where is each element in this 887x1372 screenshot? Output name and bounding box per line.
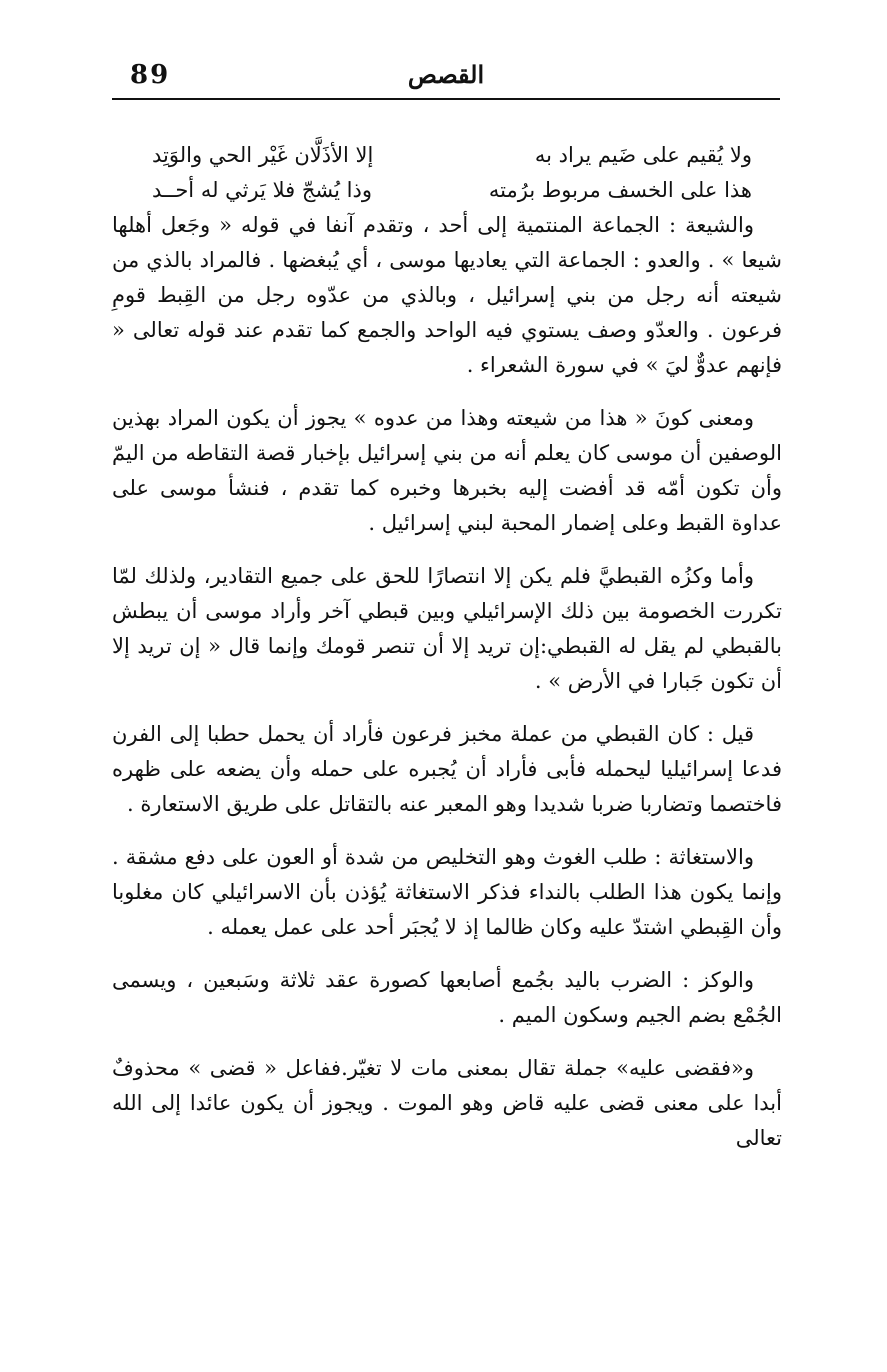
verse-first-hemistich: هذا على الخسف مربوط برُمته <box>488 178 752 202</box>
paragraph-narration: قيل : كان القبطي من عملة مخبز فرعون فأراد أن يحمل حطبا إلى الفرن فدعا إسرائيليا ليحمله فأبى فأراد أن يُجبره على حمله وأن يضعه على ظهره فاختصما وتضاربا ضربا شديدا وهو المعبر عنه بالتقاتل على طريق الاستعارة . <box>112 722 782 816</box>
verse-line <box>112 173 782 208</box>
paragraph-wakz: والوكز : الضرب باليد بجُمع أصابعها كصورة عقد ثلاثة وسَبعين ، ويسمى الجُمْع بضم الجيم وسكون الميم . <box>112 968 782 1027</box>
running-title: القصص <box>407 60 485 89</box>
page-header <box>112 56 780 100</box>
verse-first-hemistich: ولا يُقيم على ضَيم يراد به <box>534 143 752 167</box>
page-body <box>112 138 782 1156</box>
paragraph-shia-definition: والشيعة : الجماعة المنتمية إلى أحد ، وتقدم آنفا في قوله « وجَعل أهلها شيعا » . والعدو : الجماعة التي يعاديها موسى ، أي يُبغضها . فالمراد بالذي من شيعته أنه رجل من بني إسرائيل ، وبالذي من عدّوه رجل من القِبط قومِ فرعون . والعدّو وصف يستوي فيه الواحد والجمع كما تقدم عند قوله تعالى « فإنهم عدوٌّ ليَ » في سورة الشعراء . <box>112 213 782 377</box>
poetry-verse <box>112 138 782 208</box>
verse-second-hemistich: إلا الأذَلَّان غَيْر الحي والوَتِد <box>152 143 374 167</box>
paragraph-qada-alayh: و«فقضى عليه» جملة تقال بمعنى مات لا تغيّر.ففاعل « قضى » محذوفٌ أبدا على معنى قضى عليه قاض وهو الموت . ويجوز أن يكون عائدا إلى الله تعالى <box>112 1056 782 1150</box>
page-number: 89 <box>130 60 171 90</box>
paragraph-istighatha: والاستغاثة : طلب الغوث وهو التخليص من شدة أو العون على دفع مشقة . وإنما يكون هذا الطلب بالنداء فذكر الاستغاثة يُؤذن بأن الاسرائيلي كان مغلوبا وأن القِبطي اشتدّ عليه وكان ظالما إذ لا يُجبَر أحد على عمل يعمله . <box>112 845 782 939</box>
paragraph-striking-copt: وأما وكزُه القبطيَّ فلم يكن إلا انتصارًا للحق على جميع التقادير، ولذلك لمّا تكررت الخصومة بين ذلك الإسرائيلي وبين قبطي آخر وأراد موسى أن يبطش بالقبطي لم يقل له القبطي:إن تريد إلا أن تنصر قومك وإنما قال « إن تريد إلا أن تكون جَبارا في الأرض » . <box>112 564 782 693</box>
verse-line <box>112 138 782 173</box>
verse-second-hemistich: وذا يُشجّ فلا يَرثي له أحــد <box>152 178 372 202</box>
paragraph-meaning-of-being: ومعنى كونَ « هذا من شيعته وهذا من عدوه » يجوز أن يكون المراد بهذين الوصفين أن موسى كان يعلم أنه من بني إسرائيل بإخبار قصة التقاطه من اليمّ وأن تكون أمّه قد أفضت إليه بخبرها وخبره كما تقدم ، فنشأ موسى على عداوة القبط وعلى إضمار المحبة لبني إسرائيل . <box>112 406 782 535</box>
